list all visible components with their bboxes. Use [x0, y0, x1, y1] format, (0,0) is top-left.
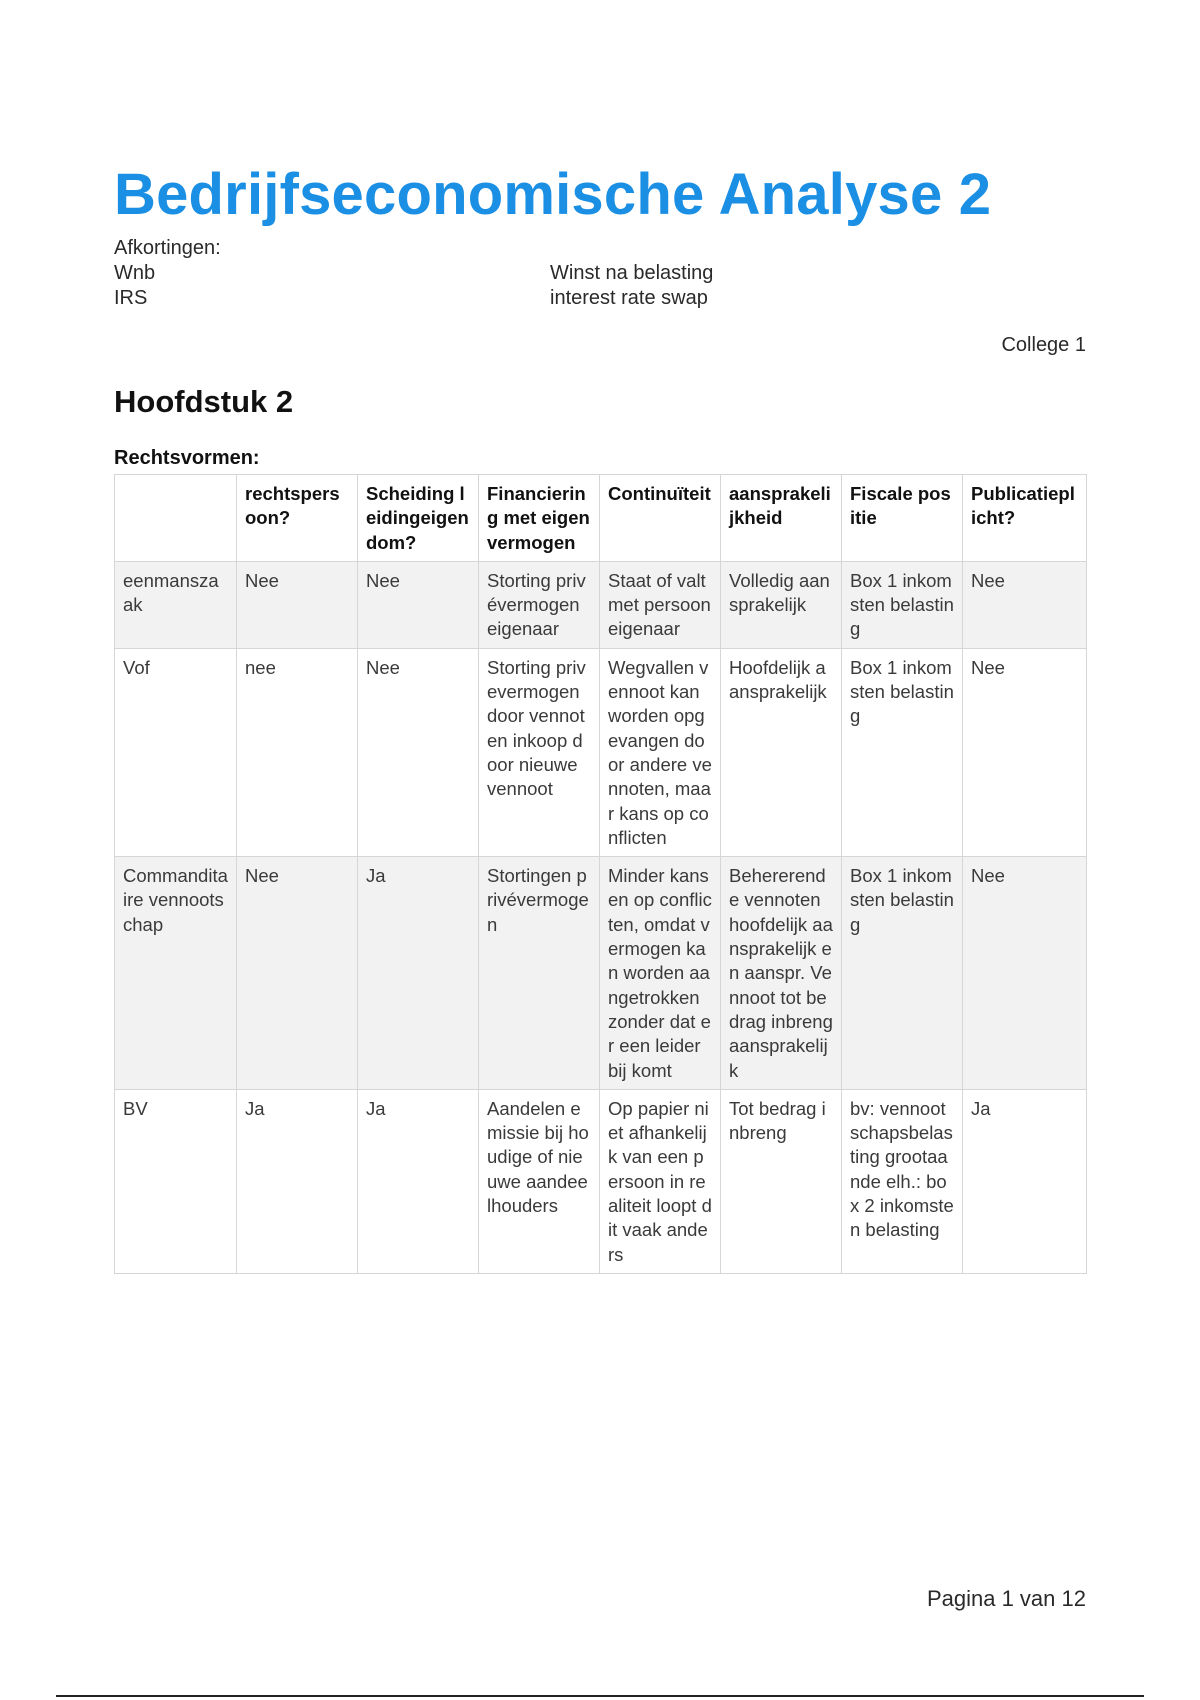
table-row	[115, 648, 1087, 856]
table-cell: Vof	[115, 648, 237, 856]
table-cell: nee	[237, 648, 358, 856]
table-cell: Op papier niet afhankelijk van een persoon in realiteit loopt dit vaak anders	[600, 1089, 721, 1273]
college-label: College 1	[1001, 334, 1086, 356]
table-cell: Box 1 inkomsten belasting	[842, 648, 963, 856]
table-cell: Nee	[963, 561, 1087, 648]
table-cell: Ja	[358, 1089, 479, 1273]
table-cell: Staat of valt met persoon eigenaar	[600, 561, 721, 648]
table-cell: Storting privévermogen eigenaar	[479, 561, 600, 648]
table-row	[115, 561, 1087, 648]
table-cell: BV	[115, 1089, 237, 1273]
table-cell: Stortingen privévermogen	[479, 857, 600, 1090]
table-cell: Nee	[963, 648, 1087, 856]
table-cell: Ja	[237, 1089, 358, 1273]
table-cell: Nee	[358, 648, 479, 856]
abbreviation-term: IRS	[114, 287, 148, 309]
abbreviation-term: Wnb	[114, 262, 156, 284]
table-cell: Nee	[237, 857, 358, 1090]
table-header-cell: aansprakelijkheid	[721, 475, 842, 562]
table-header-cell: rechtspersoon?	[237, 475, 358, 562]
legal-forms-table	[114, 474, 1087, 1274]
table-cell: Nee	[963, 857, 1087, 1090]
table-cell: Ja	[963, 1089, 1087, 1273]
table-header-cell: Publicatieplicht?	[963, 475, 1087, 562]
table-cell: Aandelen emissie bij houdige of nieuwe aandeelhouders	[479, 1089, 600, 1273]
table-cell: Wegvallen vennoot kan worden opgevangen door andere vennoten, maar kans op conflicten	[600, 648, 721, 856]
table-header-cell: Financiering met eigen vermogen	[479, 475, 600, 562]
abbreviation-row	[114, 261, 1014, 286]
table-cell: Nee	[358, 561, 479, 648]
table-header-cell: Continuïteit	[600, 475, 721, 562]
table-cell: eenmanszaak	[115, 561, 237, 648]
abbreviation-meaning: interest rate swap	[550, 287, 708, 309]
abbreviations-label: Afkortingen:	[114, 237, 221, 259]
table-row	[115, 857, 1087, 1090]
bottom-divider	[56, 1695, 1144, 1697]
table-header-cell	[115, 475, 237, 562]
table-row	[115, 1089, 1087, 1273]
table-cell: Commanditaire vennootschap	[115, 857, 237, 1090]
table-cell: Ja	[358, 857, 479, 1090]
table-cell: Box 1 inkomsten belasting	[842, 561, 963, 648]
page-number: Pagina 1 van 12	[926, 1586, 1086, 1611]
table-header-cell: Scheiding leidingeigendom?	[358, 475, 479, 562]
table-cell: bv: vennootschapsbelasting grootaande elh.: box 2 inkomsten belasting	[842, 1089, 963, 1273]
table-cell: Minder kansen op conflicten, omdat vermogen kan worden aangetrokken zonder dat er een leider bij komt	[600, 857, 721, 1090]
table-header-cell: Fiscale positie	[842, 475, 963, 562]
table-cell: Storting privevermogen door vennoten inkoop door nieuwe vennoot	[479, 648, 600, 856]
abbreviation-row	[114, 286, 1014, 311]
abbreviations	[114, 236, 1014, 311]
table-header-row	[115, 475, 1087, 562]
chapter-heading: Hoofdstuk 2	[114, 384, 294, 419]
table-cell: Volledig aansprakelijk	[721, 561, 842, 648]
table-cell: Nee	[237, 561, 358, 648]
table-cell: Behererende vennoten hoofdelijk aansprakelijk en aanspr. Vennoot tot bedrag inbreng aansprakelijk	[721, 857, 842, 1090]
table-cell: Tot bedrag inbreng	[721, 1089, 842, 1273]
table-cell: Hoofdelijk aansprakelijk	[721, 648, 842, 856]
page-title: Bedrijfseconomische Analyse 2	[114, 162, 992, 227]
table-cell: Box 1 inkomsten belasting	[842, 857, 963, 1090]
abbreviation-meaning: Winst na belasting	[550, 262, 714, 284]
section-heading: Rechtsvormen:	[114, 447, 260, 469]
